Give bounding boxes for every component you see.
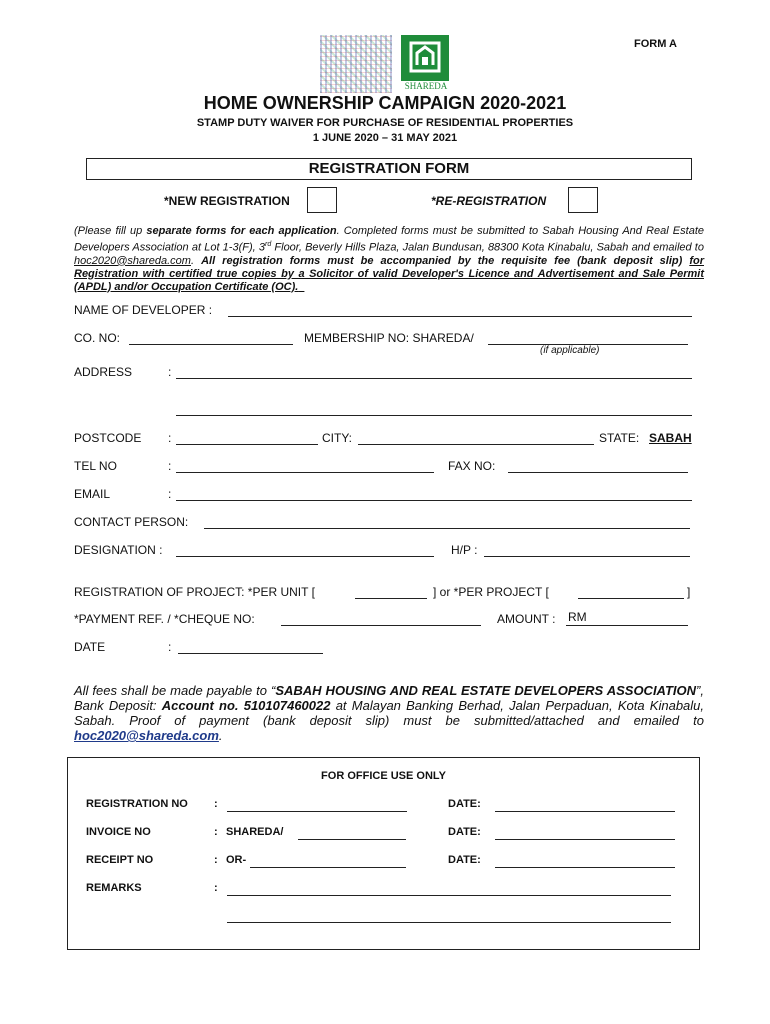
developer-name-field[interactable] <box>228 316 692 317</box>
logo-caption: SHAREDA <box>404 81 448 91</box>
form-code: FORM A <box>634 38 677 50</box>
registration-form-heading: REGISTRATION FORM <box>86 158 692 180</box>
hp-field[interactable] <box>484 556 690 557</box>
per-project-field[interactable] <box>578 598 684 599</box>
per-project-close: ] <box>687 585 691 599</box>
email-label: EMAIL <box>74 487 111 501</box>
address-colon: : <box>168 365 172 379</box>
city-label: CITY: <box>322 431 353 445</box>
page-subtitle: STAMP DUTY WAIVER FOR PURCHASE OF RESIDENTIAL PROPERTIES <box>196 117 574 129</box>
amount-field[interactable] <box>566 625 688 626</box>
campaign-dates: 1 JUNE 2020 – 31 MAY 2021 <box>312 132 458 144</box>
address-label: ADDRESS <box>74 365 133 379</box>
email-colon: : <box>168 487 172 501</box>
office-invoice-colon: : <box>214 826 218 838</box>
fax-label: FAX NO: <box>448 459 496 473</box>
tel-field[interactable] <box>176 472 434 473</box>
office-receipt-field[interactable] <box>250 867 406 868</box>
if-applicable-note: (if applicable) <box>540 345 600 356</box>
new-registration-label: *NEW REGISTRATION <box>164 194 290 208</box>
tel-label: TEL NO <box>74 459 117 473</box>
office-receipt-date-label: DATE: <box>448 854 481 866</box>
fax-field[interactable] <box>508 472 688 473</box>
fees-paragraph: All fees shall be made payable to “SABAH HOUSING AND REAL ESTATE DEVELOPERS ASSOCIATION”, Bank Deposit: Account no. 510107460022 at Malayan Banking Berhad, Jalan Perpaduan, Kota Kinabalu, Sabah. Proof of payment (bank deposit slip) must be submitted/attached and emailed to hoc2020@shareda.com. <box>74 683 705 743</box>
office-use-title: FOR OFFICE USE ONLY <box>321 770 446 782</box>
membership-label: MEMBERSHIP NO: SHAREDA/ <box>304 331 474 345</box>
office-invoice-date-label: DATE: <box>448 826 481 838</box>
office-reg-no-colon: : <box>214 798 218 810</box>
contact-person-field[interactable] <box>204 528 690 529</box>
hp-label: H/P : <box>451 543 478 557</box>
office-reg-no-field[interactable] <box>227 811 407 812</box>
address-line-1[interactable] <box>176 378 692 379</box>
shareda-logo <box>401 35 449 81</box>
date-colon: : <box>168 640 172 654</box>
state-value: SABAH <box>649 431 692 445</box>
fees-email-link[interactable]: hoc2020@shareda.com <box>74 728 219 743</box>
office-receipt-date-field[interactable] <box>495 867 675 868</box>
contact-person-label: CONTACT PERSON: <box>74 515 189 529</box>
office-use-box <box>67 757 700 950</box>
email-field[interactable] <box>176 500 692 501</box>
address-line-2[interactable] <box>176 415 692 416</box>
office-remarks-line-1[interactable] <box>227 895 671 896</box>
amount-currency: RM <box>568 610 587 624</box>
office-invoice-date-field[interactable] <box>495 839 675 840</box>
per-project-label: ] or *PER PROJECT [ <box>433 585 549 599</box>
re-registration-checkbox[interactable] <box>568 187 598 213</box>
co-no-field[interactable] <box>129 344 293 345</box>
postcode-colon: : <box>168 431 172 445</box>
per-unit-field[interactable] <box>355 598 427 599</box>
office-receipt-prefix: OR- <box>226 854 247 866</box>
page-title: HOME OWNERSHIP CAMPAIGN 2020-2021 <box>203 93 567 113</box>
office-remarks-line-2[interactable] <box>227 922 671 923</box>
tel-colon: : <box>168 459 172 473</box>
project-registration-label: REGISTRATION OF PROJECT: *PER UNIT [ <box>74 585 315 599</box>
office-invoice-prefix: SHAREDA/ <box>226 826 284 838</box>
campaign-logo <box>320 35 392 93</box>
office-reg-no-label: REGISTRATION NO <box>86 798 188 810</box>
payment-ref-field[interactable] <box>281 625 481 626</box>
postcode-field[interactable] <box>176 444 318 445</box>
payment-ref-label: *PAYMENT REF. / *CHEQUE NO: <box>74 612 255 626</box>
office-remarks-label: REMARKS <box>86 882 142 894</box>
office-remarks-colon: : <box>214 882 218 894</box>
co-no-label: CO. NO: <box>74 331 121 345</box>
office-invoice-field[interactable] <box>298 839 406 840</box>
designation-field[interactable] <box>176 556 434 557</box>
office-invoice-label: INVOICE NO <box>86 826 151 838</box>
office-reg-date-label: DATE: <box>448 798 481 810</box>
office-receipt-colon: : <box>214 854 218 866</box>
amount-label: AMOUNT : <box>497 612 556 626</box>
city-field[interactable] <box>358 444 594 445</box>
office-reg-date-field[interactable] <box>495 811 675 812</box>
new-registration-checkbox[interactable] <box>307 187 337 213</box>
date-field[interactable] <box>178 653 323 654</box>
postcode-label: POSTCODE <box>74 431 142 445</box>
designation-label: DESIGNATION : <box>74 543 163 557</box>
office-receipt-label: RECEIPT NO <box>86 854 154 866</box>
state-label: STATE: <box>599 431 640 445</box>
developer-name-label: NAME OF DEVELOPER : <box>74 303 213 317</box>
date-label: DATE <box>74 640 106 654</box>
note-email-link[interactable]: hoc2020@shareda.com <box>74 254 191 267</box>
re-registration-label: *RE-REGISTRATION <box>431 194 547 208</box>
instructions-note: (Please fill up separate forms for each application. Completed forms must be submitted to Sabah Housing And Real Estate Developers Association at Lot 1-3(F), 3rd Floor, Beverly Hills Plaza, Jalan Bundusan, 88300 Kota Kinabalu, Sabah and emailed to hoc2020@shareda.com. All registration forms must be accompanied by the requisite fee (bank deposit slip) for Registration with certified true copies by a Solicitor of valid Developer's Licence and Advertisement and Sale Permit (APDL) and/or Occupation Certificate (OC)._ <box>74 225 704 293</box>
